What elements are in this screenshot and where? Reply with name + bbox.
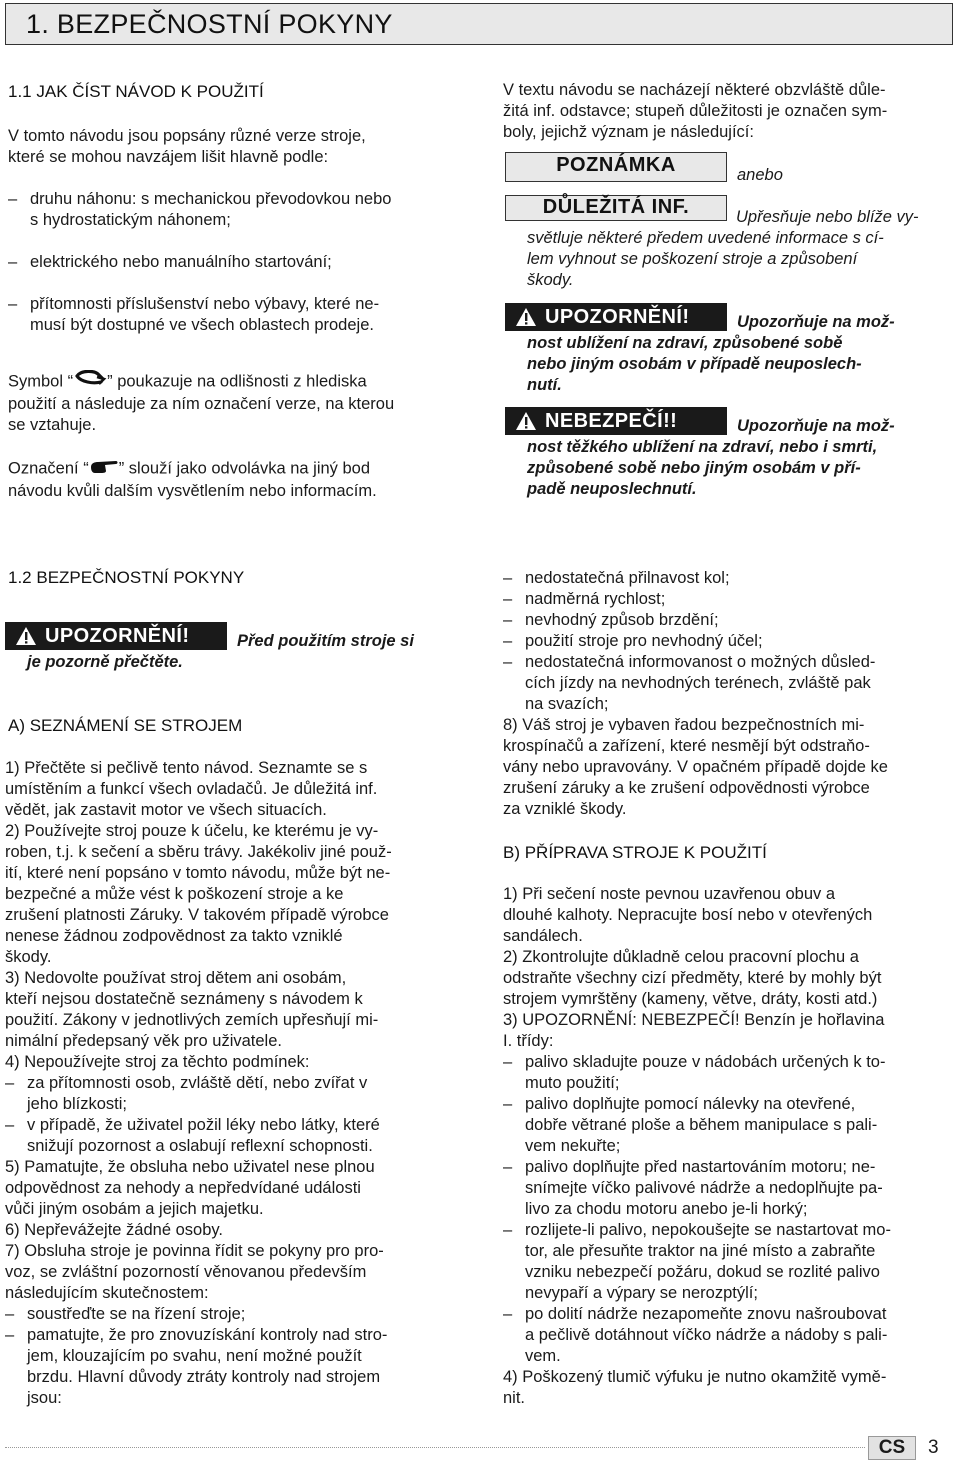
list-item-line: vzniku nebezpečí požáru, dokud se rozlité palivo (525, 1263, 880, 1281)
warning-triangle-icon (515, 307, 537, 327)
paragraph-line: 2) Zkontrolujte důkladně celou pracovní plochu a (503, 948, 859, 966)
list-item-line: snímejte víčko palivové nádrže a nedoplňujte pa- (525, 1179, 883, 1197)
note-label: POZNÁMKA (505, 152, 727, 182)
list-item-line: na svazích; (525, 695, 609, 713)
dash-bullet: – (503, 1095, 513, 1113)
dash-bullet: – (503, 1158, 513, 1176)
paragraph-line: odstraňte všechny cizí předměty, které by mohly být (503, 969, 882, 987)
paragraph-line: 7) Obsluha stroje je povinna řídit se pokyny pro pro- (5, 1242, 384, 1260)
list-item (503, 610, 958, 631)
paragraph-line: roben, t.j. k sečení a sběru trávy. Jakékoliv jiné použ- (5, 843, 392, 861)
danger-text-first: Upozorňuje na mož- (737, 417, 895, 435)
paragraph-line: sandálech. (503, 927, 583, 945)
paragraph-line: vůči jiným osobám a jejich majetku. (5, 1200, 264, 1218)
symbol-paragraph: Symbol “ ” poukazuje na odlišnosti z hlediska použití a následuje za ním označení verze, na kterou se vztahuje. (8, 370, 463, 436)
paragraph-line: I. třídy: (503, 1032, 554, 1050)
warning-triangle-icon (15, 626, 37, 646)
paragraph-line: zrušení platnosti Záruky. V takovém případě výrobce (5, 906, 389, 924)
warning-label-1-2: UPOZORNĚNÍ! (5, 622, 227, 650)
list-item (503, 1304, 958, 1367)
reference-paragraph: Označení “ ” slouží jako odvolávka na jiný bod návodu kvůli dalším vysvětlením nebo informacím. (8, 457, 463, 502)
list-item-line: nevhodný způsob brzdění; (525, 611, 719, 629)
intro-text (8, 126, 463, 168)
list-item-line: palivo skladujte pouze v nádobách určených k to- (525, 1053, 886, 1071)
dash-bullet: – (5, 1326, 15, 1344)
subsection-a-continued (503, 568, 958, 820)
list-item-line: po dolití nádrže nezapomeňte znovu našroubovat (525, 1305, 887, 1323)
list-item-line: pamatujte, že pro znovuzískání kontroly nad stro- (27, 1326, 388, 1344)
paragraph-line: 2) Používejte stroj pouze k účelu, ke kterému je vy- (5, 822, 379, 840)
list-item: – druhu náhonu: s mechanickou převodovkou nebo s hydrostatickým náhonem; (8, 190, 392, 229)
paragraph-line: odpovědnost za nehody a nepředvídané události (5, 1179, 361, 1197)
list-item (5, 1073, 460, 1115)
section-title-1-2: 1.2 BEZPEČNOSTNÍ POKYNY (8, 568, 245, 587)
list-item (5, 1304, 460, 1325)
paragraph-line: nit. (503, 1389, 526, 1407)
list-item (503, 1094, 958, 1157)
list-item-line: nedostatečná informovanost o možných důsled- (525, 653, 876, 671)
dash-bullet: – (5, 1116, 15, 1134)
list-item-line: dobře větrané ploše a během manipulace s pali- (525, 1116, 878, 1134)
dash-bullet: – (503, 590, 513, 608)
list-item (503, 568, 958, 589)
paragraph-line: následujícím skutečnostem: (5, 1284, 209, 1302)
paragraph-line: 8) Váš stroj je vybaven řadou bezpečnostních mi- (503, 716, 865, 734)
dash-bullet: – (5, 1074, 15, 1092)
paragraph-line: 1) Přečtěte si pečlivě tento návod. Seznamte se s (5, 759, 368, 777)
list-item: – přítomnosti příslušenství nebo výbavy, které ne- musí být dostupné ve všech oblastech prodeje. (8, 295, 380, 334)
subsection-title-a: A) SEZNÁMENÍ SE STROJEM (8, 716, 243, 735)
important-info-text: světluje některé předem uvedené informace s cí- lem vyhnout se poškození stroje a způsobení škody. (527, 229, 884, 289)
list-item (503, 1220, 958, 1304)
subsection-b-body (503, 884, 958, 1409)
warning-read-text-second: je pozorně přečtěte. (27, 653, 183, 671)
language-badge: CS (868, 1436, 916, 1460)
danger-text: nost těžkého ublížení na zdraví, nebo i smrti, způsobené sobě nebo jiným osobám v pří- padě neuposlechnutí. (527, 438, 878, 498)
warning-triangle-icon (515, 411, 537, 431)
dash-bullet: – (503, 569, 513, 587)
paragraph-line: krospínačů a zařízení, které nesmějí být odstraňo- (503, 737, 870, 755)
list-item (503, 1052, 958, 1094)
paragraph-line: vány nebo upravovány. V opačném případě dojde ke (503, 758, 888, 776)
footer-rule (5, 1447, 865, 1448)
list-item-line: jeho blízkosti; (27, 1095, 127, 1113)
list-item-line: cích jízdy na nevhodných terénech, zvláště pak (525, 674, 871, 692)
chapter-title: 1. BEZPEČNOSTNÍ POKYNY (26, 9, 393, 39)
warning-text: nost ublížení na zdraví, způsobené sobě nebo jiným osobám v případě neuposlech- nutí. (527, 334, 862, 394)
paragraph-line: za vzniklé škody. (503, 800, 627, 818)
dash-bullet: – (503, 1305, 513, 1323)
list-item-line: palivo doplňujte pomocí nálevky na otevřené, (525, 1095, 856, 1113)
paragraph-line: voz, se zvláštní pozorností věnovanou především (5, 1263, 367, 1281)
list-item-line: jsou: (27, 1389, 62, 1407)
list-item (503, 589, 958, 610)
dash-bullet: – (503, 1053, 513, 1071)
page-number: 3 (928, 1437, 939, 1458)
list-item-line: livo za chodu motoru anebo je-li horký; (525, 1200, 808, 1218)
list-item-line: za přítomnosti osob, zvláště dětí, nebo zvířat v (27, 1074, 368, 1092)
list-item-line: muto použití; (525, 1074, 620, 1092)
paragraph-line: zrušení záruky a ke zrušení odpovědnosti výrobce (503, 779, 870, 797)
important-info-text-first: Upřesňuje nebo blíže vy- (736, 208, 919, 226)
section-1-1-body (8, 126, 463, 502)
warning-read-text-first: Před použitím stroje si (237, 632, 414, 650)
paragraph-line: strojem vymrštěny (kameny, větve, dráty, kosti atd.) (503, 990, 878, 1008)
paragraph-line: 3) Nedovolte používat stroj dětem ani osobám, (5, 969, 347, 987)
variant-arrow-icon (73, 370, 107, 394)
paragraph-line: 1) Při sečení noste pevnou uzavřenou obuv a (503, 885, 836, 903)
paragraph-line: škody. (5, 948, 52, 966)
list-item-line: nedostatečná přilnavost kol; (525, 569, 730, 587)
paragraph-line: použití. Zákony v jednotlivých zemích upřesňují mi- (5, 1011, 379, 1029)
list-item-line: nevypaří a výpary se nerozptýlí; (525, 1284, 758, 1302)
or-text: anebo (737, 166, 783, 184)
list-item-line: nadměrná rychlost; (525, 590, 666, 608)
dash-bullet: – (5, 1305, 15, 1323)
paragraph-line: 4) Poškozený tlumič výfuku je nutno okamžitě vymě- (503, 1368, 887, 1386)
paragraph-line: 3) UPOZORNĚNÍ: NEBEZPEČÍ! Benzín je hořlavina (503, 1011, 885, 1029)
warning-label: UPOZORNĚNÍ! (505, 303, 727, 331)
list-item (5, 1115, 460, 1157)
intro-line: V tomto návodu jsou popsány různé verze stroje, (8, 127, 366, 145)
warning-text-first: Upozorňuje na mož- (737, 313, 895, 331)
list-item-line: tor, ale přesuňte traktor na jiné místo a zabraňte (525, 1242, 876, 1260)
list-item (503, 652, 958, 715)
paragraph-line: 4) Nepoužívejte stroj za těchto podmínek: (5, 1053, 310, 1071)
paragraph-line: ití, které není popsáno v tomto návodu, může být ne- (5, 864, 391, 882)
paragraph-line: kteří nejsou dostatečně seznámeny s návodem k (5, 990, 363, 1008)
important-info-label: DŮLEŽITÁ INF. (505, 195, 727, 221)
intro-line: které se mohou navzájem lišit hlavně podle: (8, 148, 329, 166)
list-item-line: použití stroje pro nevhodný účel; (525, 632, 763, 650)
list-item-line: a pečlivě dotáhnout víčko nádrže a nádoby s pali- (525, 1326, 888, 1344)
paragraph-line: umístěním a funkcí všech ovladačů. Je důležitá inf. (5, 780, 378, 798)
list-item-line: vem. (525, 1347, 561, 1365)
dash-bullet: – (503, 1221, 513, 1239)
list-item-line: jem, klouzajícím po svahu, není možné použít (27, 1347, 362, 1365)
dash-bullet: – (503, 611, 513, 629)
section-title-1-1: 1.1 JAK ČÍST NÁVOD K POUŽITÍ (8, 82, 264, 101)
list-item (503, 1157, 958, 1220)
list-item-line: rozlijete-li palivo, nepokoušejte se nastartovat mo- (525, 1221, 891, 1239)
list-item-line: vem nekuřte; (525, 1137, 621, 1155)
paragraph-line: 6) Nepřevážejte žádné osoby. (5, 1221, 223, 1239)
paragraph-line: dlouhé kalhoty. Nepracujte bosí nebo v otevřených (503, 906, 873, 924)
chapter-header (5, 3, 953, 45)
paragraph-line: vědět, jak zastavit motor ve všech situacích. (5, 801, 327, 819)
paragraph-line: 5) Pamatujte, že obsluha nebo uživatel nese plnou (5, 1158, 375, 1176)
list-item: – elektrického nebo manuálního startování; (8, 253, 332, 271)
list-item (5, 1325, 460, 1409)
danger-label: NEBEZPEČÍ!! (505, 407, 727, 435)
list-item-line: v případě, že uživatel požil léky nebo látky, které (27, 1116, 380, 1134)
list-item-line: soustřeďte se na řízení stroje; (27, 1305, 246, 1323)
list-item (503, 631, 958, 652)
list-item-line: palivo doplňujte před nastartováním motoru; ne- (525, 1158, 876, 1176)
paragraph-line: nenese žádnou zodpovědnost za takto vzniklé (5, 927, 343, 945)
paragraph-line: bezpečné a může vést k poškození stroje a ke (5, 885, 344, 903)
subsection-title-b: B) PŘÍPRAVA STROJE K POUŽITÍ (503, 843, 767, 862)
list-item-line: snižují pozornost a oslabují reflexní schopnosti. (27, 1137, 373, 1155)
pointing-hand-icon (89, 457, 119, 481)
paragraph-line: nimální předepsaný věk pro uživatele. (5, 1032, 282, 1050)
importance-intro: V textu návodu se nacházejí některé obzvláště důle- žitá inf. odstavce; stupeň důležitosti je označen sym- boly, jejichž význam je následující: (503, 81, 888, 141)
subsection-a-body (5, 758, 460, 1409)
dash-bullet: – (503, 653, 513, 671)
dash-bullet: – (503, 632, 513, 650)
list-item-line: brzdu. Hlavní důvody ztráty kontroly nad strojem (27, 1368, 381, 1386)
